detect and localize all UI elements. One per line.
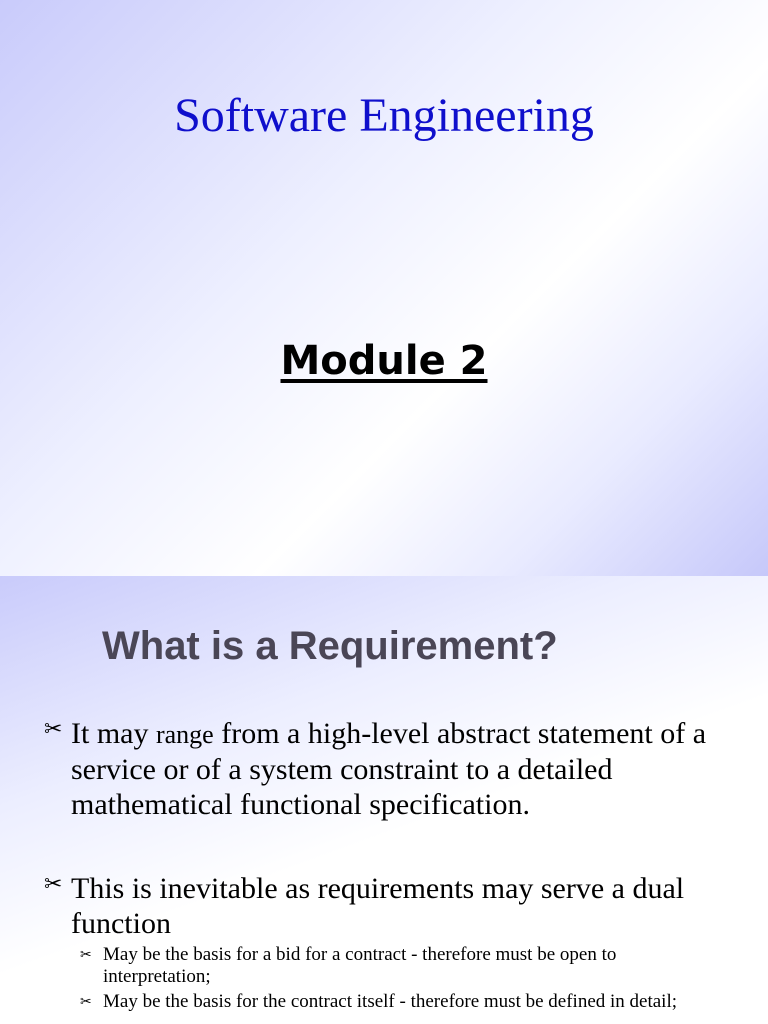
bullet-text-1: It may range from a high-level abstract statement of a service or of a system constraint to a detailed mathematical functional specification. (71, 717, 707, 821)
scissors-icon: ✂ (80, 994, 92, 1010)
subbullet-text-1: May be the basis for a bid for a contract - therefore must be open to interpretation; (103, 944, 617, 987)
scissors-icon: ✂ (80, 947, 92, 963)
slide-2-title: What is a Requirement? (102, 624, 558, 668)
subbullet-item-1 (80, 944, 720, 988)
bullet-item-1 (44, 716, 734, 822)
bullet-item-2 (44, 871, 734, 941)
scissors-icon: ✂ (44, 717, 63, 742)
slide-1-title: Software Engineering (174, 89, 594, 142)
scissors-icon: ✂ (44, 872, 63, 897)
module-heading: Module 2 (280, 338, 488, 384)
subbullet-item-2 (80, 991, 720, 1013)
bullet-text-2: This is inevitable as requirements may serve a dual function (71, 872, 685, 940)
slide-2 (0, 576, 768, 1024)
subbullet-text-2: May be the basis for the contract itself - therefore must be defined in detail; (103, 991, 678, 1012)
